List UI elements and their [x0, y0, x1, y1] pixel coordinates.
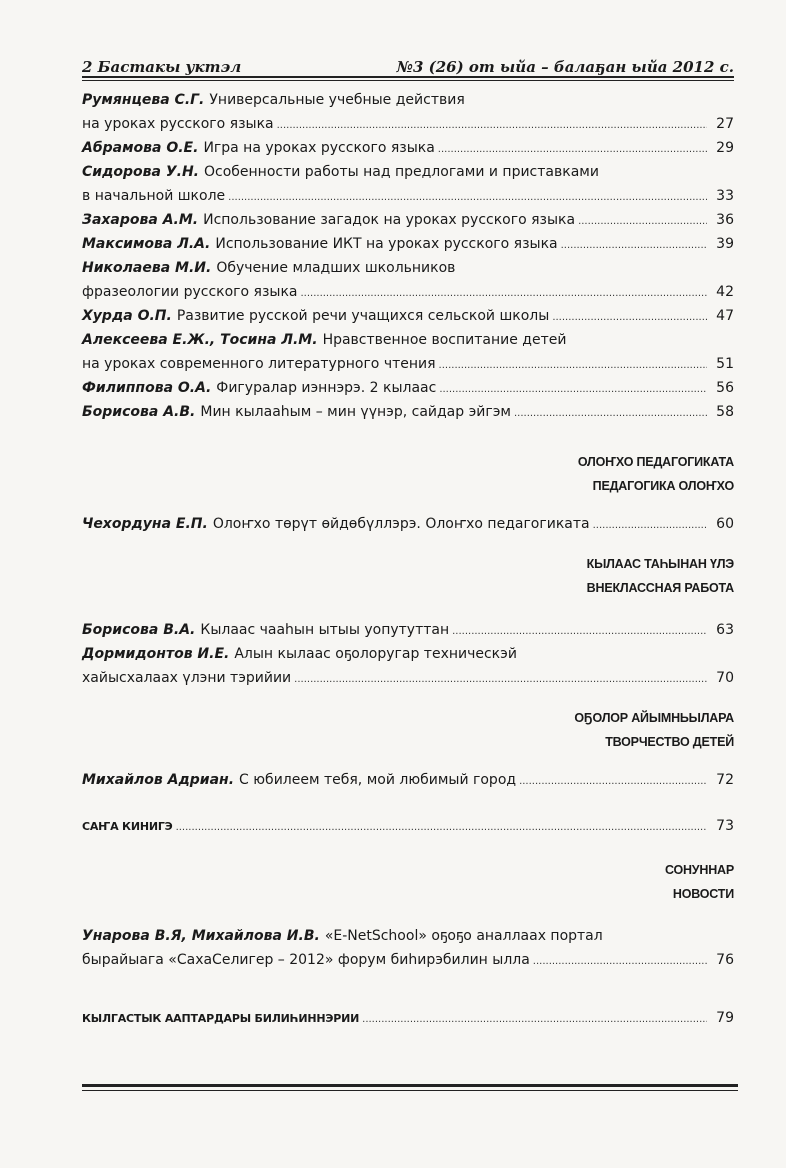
issue-info: №3 (26) от ыйа – балаҕан ыйа 2012 с. [396, 58, 734, 76]
toc-entry[interactable] [82, 618, 734, 642]
entry-author: Николаева М.И. [82, 260, 212, 276]
toc-entry[interactable] [82, 256, 734, 304]
entry-title: Использование загадок на уроках русского языка [203, 212, 576, 228]
entry-title: Алын кылаас оҕолоругар техническэй [234, 646, 517, 662]
toc-entry[interactable] [82, 512, 734, 536]
running-head [82, 54, 734, 76]
entry-author: Филиппова О.А. [82, 380, 212, 396]
entry-page: 79 [716, 1010, 734, 1026]
leader-dots [519, 770, 707, 794]
footer-rule [82, 1084, 738, 1091]
section-heading [587, 552, 734, 600]
journal-section-title: 2 Бастакы уктэл [82, 58, 242, 76]
section-heading-line: ОЛОҤХО ПЕДАГОГИКАТА [577, 455, 734, 469]
section-heading-line: КЫЛААС ТАҺЫНАН ҮЛЭ [586, 557, 734, 571]
entry-page: 47 [716, 308, 734, 324]
toc-entry[interactable] [82, 814, 734, 838]
entry-page: 39 [716, 236, 734, 252]
entry-title: Особенности работы над предлогами и приставками [203, 164, 599, 180]
toc-entry[interactable] [82, 376, 734, 400]
leader-dots [452, 620, 707, 644]
section-heading-line: СОНУННАР [664, 863, 734, 877]
header-rule [82, 76, 734, 81]
entry-page: 72 [716, 772, 734, 788]
entry-page: 76 [716, 952, 734, 968]
toc-entry[interactable] [82, 208, 734, 232]
entry-page: 33 [716, 188, 734, 204]
entry-title: Игра на уроках русского языка [203, 140, 435, 156]
entry-page: 27 [716, 116, 734, 132]
leader-dots [228, 186, 707, 210]
entry-title-cont: на уроках современного литературного чтения [82, 356, 436, 372]
entry-author: Борисова В.А. [82, 622, 196, 638]
entry-author: Максимова Л.А. [82, 236, 211, 252]
toc-entry[interactable] [82, 88, 734, 136]
section-heading-line: ПЕДАГОГИКА ОЛОҤХО [592, 479, 734, 493]
entry-title: Фигуралар иэннэрэ. 2 кылаас [216, 380, 437, 396]
entry-title: С юбилеем тебя, мой любимый город [239, 772, 517, 788]
section-heading-line: НОВОСТИ [672, 887, 734, 901]
toc-entry[interactable] [82, 642, 734, 690]
entry-title: Универсальные учебные действия [209, 92, 465, 108]
leader-dots [301, 282, 708, 306]
entry-title: Кылаас чааһын ытыы уопутуттан [200, 622, 450, 638]
entry-page: 73 [716, 818, 734, 834]
entry-author: Борисова А.В. [82, 404, 196, 420]
entry-page: 56 [716, 380, 734, 396]
toc-entry[interactable] [82, 1006, 734, 1030]
entry-title: Обучение младших школьников [216, 260, 456, 276]
entry-title: Использование ИКТ на уроках русского языка [215, 236, 558, 252]
leader-dots [439, 354, 707, 378]
leader-dots [176, 816, 707, 840]
toc-entry[interactable] [82, 136, 734, 160]
entry-author: Алексеева Е.Ж., Тосина Л.М. [82, 332, 318, 348]
entry-title-cont: фразеологии русского языка [82, 284, 298, 300]
leader-dots [439, 378, 707, 402]
section-heading-line: ОҔОЛОР АЙЫМНЬЫЛАРА [574, 711, 734, 725]
toc-entry[interactable] [82, 232, 734, 256]
section-heading-line: ТВОРЧЕСТВО ДЕТЕЙ [605, 735, 734, 749]
entry-page: 29 [716, 140, 734, 156]
entry-page: 60 [716, 516, 734, 532]
leader-dots [533, 950, 707, 974]
toc-entry[interactable] [82, 304, 734, 328]
entry-author: Абрамова О.Е. [82, 140, 199, 156]
entry-author: Чехордуна Е.П. [82, 516, 208, 532]
entry-title: Мин кылааһым – мин үүнэр, сайдар эйгэм [200, 404, 511, 420]
entry-title: «E-NetSchool» оҕоҕо аналлаах портал [324, 928, 603, 944]
leader-dots [514, 402, 707, 426]
entry-title-cont: бырайыага «СахаСелигер – 2012» форум биһирэбилин ылла [82, 952, 530, 968]
entry-title: Олоҥхо төрүт өйдөбүллэрэ. Олоҥхо педагогиката [212, 516, 590, 532]
entry-author: Румянцева С.Г. [82, 92, 205, 108]
entry-page: 63 [716, 622, 734, 638]
entry-author: Михайлов Адриан. [82, 772, 235, 788]
toc-entry[interactable] [82, 160, 734, 208]
entry-author: Дормидонтов И.Е. [82, 646, 230, 662]
leader-dots [277, 114, 707, 138]
entry-title-cont: на уроках русского языка [82, 116, 274, 132]
toc-entry[interactable] [82, 924, 734, 972]
leader-dots [294, 668, 707, 692]
entry-title-cont: в начальной школе [82, 188, 226, 204]
entry-page: 51 [716, 356, 734, 372]
toc-entry[interactable] [82, 328, 734, 376]
entry-author: Унарова В.Я, Михайлова И.В. [82, 928, 320, 944]
entry-page: 70 [716, 670, 734, 686]
entry-page: 58 [716, 404, 734, 420]
entry-title-cont: хайысхалаах үлэни тэрийии [82, 670, 292, 686]
entry-title: Развитие русской речи учащихся сельской школы [176, 308, 550, 324]
leader-dots [438, 138, 707, 162]
entry-page: 36 [716, 212, 734, 228]
section-heading-line: ВНЕКЛАССНАЯ РАБОТА [586, 581, 734, 595]
section-heading [578, 450, 734, 498]
leader-dots [561, 234, 707, 258]
leader-dots [593, 514, 707, 538]
entry-author: Хурда О.П. [82, 308, 172, 324]
toc-entry[interactable] [82, 400, 734, 424]
entry-title: КЫЛГАСТЫК ААПТАРДАРЫ БИЛИҺИННЭРИИ [82, 1012, 360, 1025]
leader-dots [362, 1008, 707, 1032]
entry-author: Сидорова У.Н. [82, 164, 199, 180]
section-heading [665, 858, 734, 906]
entry-title: Нравственное воспитание детей [322, 332, 567, 348]
leader-dots [552, 306, 707, 330]
entry-author: Захарова А.М. [82, 212, 199, 228]
section-heading [574, 706, 734, 754]
toc-entry[interactable] [82, 768, 734, 792]
entry-page: 42 [716, 284, 734, 300]
leader-dots [578, 210, 707, 234]
entry-title: САҤА КИНИГЭ [82, 820, 173, 833]
